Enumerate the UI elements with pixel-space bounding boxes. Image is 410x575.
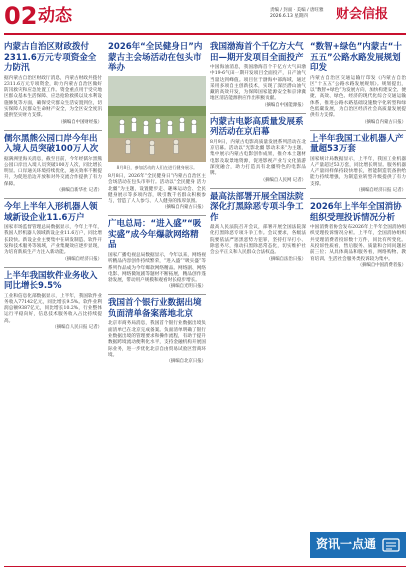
footer-rule xyxy=(4,566,406,567)
divider xyxy=(310,130,406,131)
article-headline: 最高法部署开展全国法院深化打黑除恶专项斗争工作 xyxy=(210,191,304,223)
article-headline: 广电总局：“进入盛”“吸实盛”成今年爆款网络精品 xyxy=(108,219,202,251)
article-body: 工业和信息化部数据显示，上半年，我国软件业务收入77142亿元，同比增长9.5%。软件业利润总额9387亿元，同比增长10.2%，行业整体运行平稳向好，信息技术服务收入占比持续提高。 xyxy=(4,293,102,324)
article-source: （摘编自内蒙古日报） xyxy=(162,205,206,211)
article-body: 国家统计局数据显示，上半年，我国工业机器人产量超过53万套，同比增长明显。服务机器人产量同样保持较快增长，智能制造装备供给能力持续增强，为制造业转型升级提供了有力支撑。 xyxy=(310,156,406,187)
article-headline: 我国首个银行业数据出境负面清单备案落地北京 xyxy=(108,298,202,319)
news-digest-banner xyxy=(310,532,406,558)
column-2 xyxy=(108,42,206,369)
article-source: （摘编自内蒙古日报） xyxy=(362,119,406,125)
page-number: 02 xyxy=(4,2,38,30)
article-headline: 我国渤海首个千亿方大气田—期开发项目全面投产 xyxy=(210,42,304,63)
section-title: 动态 xyxy=(38,6,72,26)
article-source: （摘编自北京日报） xyxy=(166,359,206,365)
article-headline: “数智+绿色”内蒙古“十五五”公路水路发展规划印发 xyxy=(310,42,402,73)
article xyxy=(4,134,102,194)
article xyxy=(310,42,406,126)
date-line: 2026.6.13 星期四 xyxy=(270,14,308,19)
article-body: 北京市商务局消息，我国首个银行业数据出境负面清单已在北京完成备案。负面清单明确了银行业数据出境的管理要求和操作流程，有助于提升数据跨境流动便利化水平，支持金融机构开展国际业务，进一步优化北京自由贸易试验区营商环境。 xyxy=(108,321,206,358)
article xyxy=(4,202,102,262)
masthead xyxy=(0,0,410,38)
article-headline: 内蒙古自治区财政拨付2311.6万元专项资金全力防汛 xyxy=(4,42,97,73)
article xyxy=(210,192,306,263)
divider xyxy=(210,113,306,114)
article-source: （摘编自人民日报 记者） xyxy=(52,325,102,331)
article xyxy=(108,219,206,290)
article xyxy=(108,42,206,211)
article-body: 最高人民法院召开会议，部署开展全国法院深化打黑除恶专项斗争工作。会议要求，各级法院要依法严惩黑恶势力犯罪，坚持打早打小、除恶务尽，推动扫黑除恶常态化，切实维护社会公平正义和人民群众合法权益。 xyxy=(210,225,306,256)
column-3 xyxy=(210,42,306,267)
column-1 xyxy=(4,42,102,335)
divider xyxy=(4,130,102,131)
article-source: （摘编自经济日报） xyxy=(62,256,102,262)
article-body: 国家广播电视总局数据显示，今年以来，网络视听精品内容创作持续繁荣，“进入盛”“吸实盛”等系列作品成为今年爆款网络精品。网络剧、网络电影、网络微短剧等题材不断拓展，精品创作蓬勃发展，带动用户规模和观看时长稳步增长。 xyxy=(108,252,206,284)
newspaper-icon xyxy=(382,537,400,553)
news-photo xyxy=(108,76,206,162)
article-source: （摘编自人民网 记者） xyxy=(260,177,306,183)
article-headline: 上半年我国软件业务收入同比增长9.5% xyxy=(4,270,98,292)
article-source: （摘编自新华社 记者） xyxy=(56,188,102,194)
column-4 xyxy=(310,42,406,273)
editor-line: 责编 / 封面 · 美编 / 唐旺雅 xyxy=(270,8,324,13)
article-source: （摘编自经济日报 记者） xyxy=(356,188,406,194)
article-headline: 2026年“全民健身日”内蒙古主会场活动在包头市举办 xyxy=(108,42,203,73)
article-headline: 儒尔黑熊公园口岸今年出入境人员突破100万人次 xyxy=(4,133,99,155)
article-source: （摘编自中国财经报） xyxy=(58,119,102,125)
divider xyxy=(108,215,206,216)
article-body: 据内蒙古自治区财政厅消息，内蒙古财政共拨付2311.6万元专项资金，助力内蒙古自治区做好防汛救灾和应急处置工作。资金重点用于受灾地区群众基本生活保障、应急抢险救援以及水利设施修复等方面，确保受灾群众生活安置到位，切实保障人民群众生命财产安全，为全区安全度汛提供坚实财力支撑。 xyxy=(4,75,102,119)
article xyxy=(108,298,206,365)
article-source: （摘编自中国能源报） xyxy=(262,102,306,108)
divider xyxy=(4,267,102,268)
article xyxy=(210,42,306,109)
divider xyxy=(108,294,206,295)
article-source: （摘编自中国消费者报） xyxy=(357,262,406,268)
article-body: 中国消费者协会发布2026年上半年全国消协组织受理投诉情况分析。上半年，全国消协组织共受理消费者投诉数十万件，同比有所变化。从投诉性质看，售后服务、质量和合同问题居前三位；从具体商品和服务看，网络购物、教育培训、生活社会服务类投诉较为集中。 xyxy=(310,225,406,262)
article-source: （摘编自光明日报） xyxy=(166,284,206,290)
article-source: （摘编自法治日报） xyxy=(266,256,306,262)
article-body: 据满洲里海关消息，截至目前，今年经儒尔黑熊公园口岸出入境人员突破100万人次，同比增长明显。口岸通关环境持续优化，通关效率不断提升，为促进沿边开放和对外交流合作提供了有力保障。 xyxy=(4,156,102,187)
article-headline: 内蒙古电影高质量发展系列活动在京启幕 xyxy=(210,116,304,138)
article-headline: 上半年我国工业机器人产量超53万套 xyxy=(310,133,404,155)
article xyxy=(310,134,406,194)
masthead-rule xyxy=(4,33,406,35)
article-body: 8月8日，2026年“全民健身日”内蒙古自治区主会场活动在包头市举行。活动以“全民健身 活力北疆”为主题，设置健步走、趣味运动会、全民健身展示等多项内容，吸引数千名群众积极参与，营造了人人参与、人人健身的浓厚氛围。 xyxy=(108,174,206,205)
photo-caption: 8月8日，参加活动的人们在进行健身展示。 xyxy=(116,164,198,170)
article-headline: 2026年上半年全国消协组织受理投诉情况分析 xyxy=(310,202,402,223)
article xyxy=(4,42,102,126)
article xyxy=(4,271,102,331)
masthead-meta xyxy=(270,8,334,20)
divider xyxy=(210,188,306,189)
article-body: 8月9日，内蒙古电影高质量发展系列活动在北京启幕。活动以“光影北疆 影动未来”为主题，集中展示内蒙古电影创作成果，推介本土题材电影及取景地资源，促进影视产业与文化旅游深度融合，助力打造具有北疆特色的电影品牌。 xyxy=(210,139,306,177)
article-headline: 今年上半年入形机器人领域新设企业11.6万户 xyxy=(4,202,98,223)
article xyxy=(210,117,306,184)
divider xyxy=(4,198,102,199)
banner-title: 资讯一点通 xyxy=(316,537,377,551)
article-body: 内蒙古自治区交通运输厅印发《内蒙古自治区“十五五”公路水路发展规划》。规划提出，以“数智+绿色”为发展方向，加快构建安全、便捷、高效、绿色、经济的现代化综合交通运输体系，推进公路水路基础设施数字化转型和绿色低碳发展，为自治区经济社会高质量发展提供有力支撑。 xyxy=(310,75,406,119)
newspaper-brand: 财会信报 xyxy=(336,7,389,22)
article xyxy=(310,202,406,269)
article-body: 中国海油消息，我国渤海首个千亿方大气田渤中19-6气田一期开发项目全面投产，日产油气当量达到峰值。项目位于渤海中部海域，通过采用多项自主创新技术，实现了深层潜山油气藏的高效开发，为保障国家能源安全和京津冀地区清洁能源供应作出积极贡献。 xyxy=(210,65,306,102)
article-body: 国家市场监督管理总局数据显示，今年上半年，我国人形机器人领域新设企业11.6万户，同比增长较快。新设企业主要集中在研发制造、软件开发和技术服务等领域，产业集聚效应逐步显现，为培育新质生产力注入新动能。 xyxy=(4,225,102,256)
divider xyxy=(310,198,406,199)
